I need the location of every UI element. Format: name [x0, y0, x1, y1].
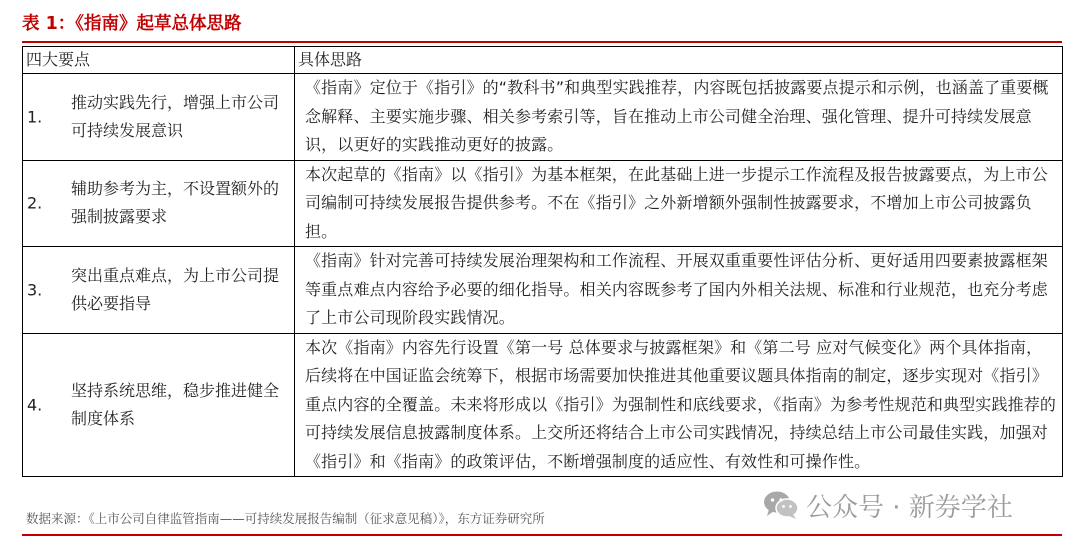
key-point-cell — [23, 74, 295, 161]
table-header-row — [23, 47, 1063, 74]
watermark-text: 公众号 · 新券学社 — [806, 492, 1013, 523]
key-point-text: 推动实践先行，增强上市公司可持续发展意识 — [71, 92, 280, 140]
table-row — [23, 333, 1063, 477]
row-number: 3. — [27, 280, 43, 300]
key-point-cell — [23, 333, 295, 477]
row-number: 1. — [27, 107, 43, 127]
title-divider — [22, 41, 1062, 43]
detail-cell — [295, 74, 1063, 161]
table-row — [23, 160, 1063, 247]
detail-text: 《指南》针对完善可持续发展治理架构和工作流程、开展双重重要性评估分析、更好适用四要素披露框架等重点难点内容给予必要的细化指导。相关内容既参考了国内外相关法规、标准和行业规范，也充分考虑了上市公司现阶段实践情况。 — [305, 251, 1048, 327]
table-row — [23, 74, 1063, 161]
detail-cell — [295, 160, 1063, 247]
key-point-cell — [23, 160, 295, 247]
key-point-cell — [23, 247, 295, 334]
table-row — [23, 247, 1063, 334]
detail-text: 本次《指南》内容先行设置《第一号 总体要求与披露框架》和《第二号 应对气候变化》两个具体指南，后续将在中国证监会统筹下，根据市场需要加快推进其他重要议题具体指南的制定，逐步实现对《指引》重点内容的全覆盖。未来将形成以《指引》为强制性和底线要求，《指南》为参考性规范和典型实践推荐的可持续发展信息披露制度体系。上交所还将结合上市公司实践情况，持续总结上市公司最佳实践，加强对《指引》和《指南》的政策评估，不断增强制度的适应性、有效性和可操作性。 — [305, 337, 1057, 471]
row-number: 2. — [27, 193, 43, 213]
detail-cell — [295, 247, 1063, 334]
detail-text: 《指南》定位于《指引》的“教科书”和典型实践推荐，内容既包括披露要点提示和示例，也涵盖了重要概念解释、主要实施步骤、相关参考索引等，旨在推动上市公司健全治理、强化管理、提升可持续发展意识，以更好的实践推动更好的披露。 — [305, 78, 1049, 154]
wechat-icon — [762, 490, 800, 520]
data-source-note: 数据来源：《上市公司自律监管指南——可持续发展报告编制（征求意见稿）》，东方证券研究所 — [26, 511, 545, 526]
table-title: 表 1：《指南》起草总体思路 — [22, 14, 242, 34]
detail-cell — [295, 333, 1063, 477]
header-key-points: 四大要点 — [23, 47, 295, 74]
footer-divider — [22, 534, 1062, 536]
key-point-text: 辅助参考为主，不设置额外的强制披露要求 — [71, 179, 280, 227]
row-number: 4. — [27, 395, 43, 415]
detail-text: 本次起草的《指南》以《指引》为基本框架，在此基础上进一步提示工作流程及报告披露要点，为上市公司编制可持续发展报告提供参考。不在《指引》之外新增额外强制性披露要求，不增加上市公司披露负担。 — [305, 164, 1048, 241]
key-point-text: 坚持系统思维，稳步推进健全制度体系 — [71, 380, 280, 428]
header-details: 具体思路 — [295, 47, 1063, 74]
key-point-text: 突出重点难点，为上市公司提供必要指导 — [71, 265, 280, 313]
watermark — [762, 487, 1013, 523]
strategy-table — [22, 46, 1063, 477]
